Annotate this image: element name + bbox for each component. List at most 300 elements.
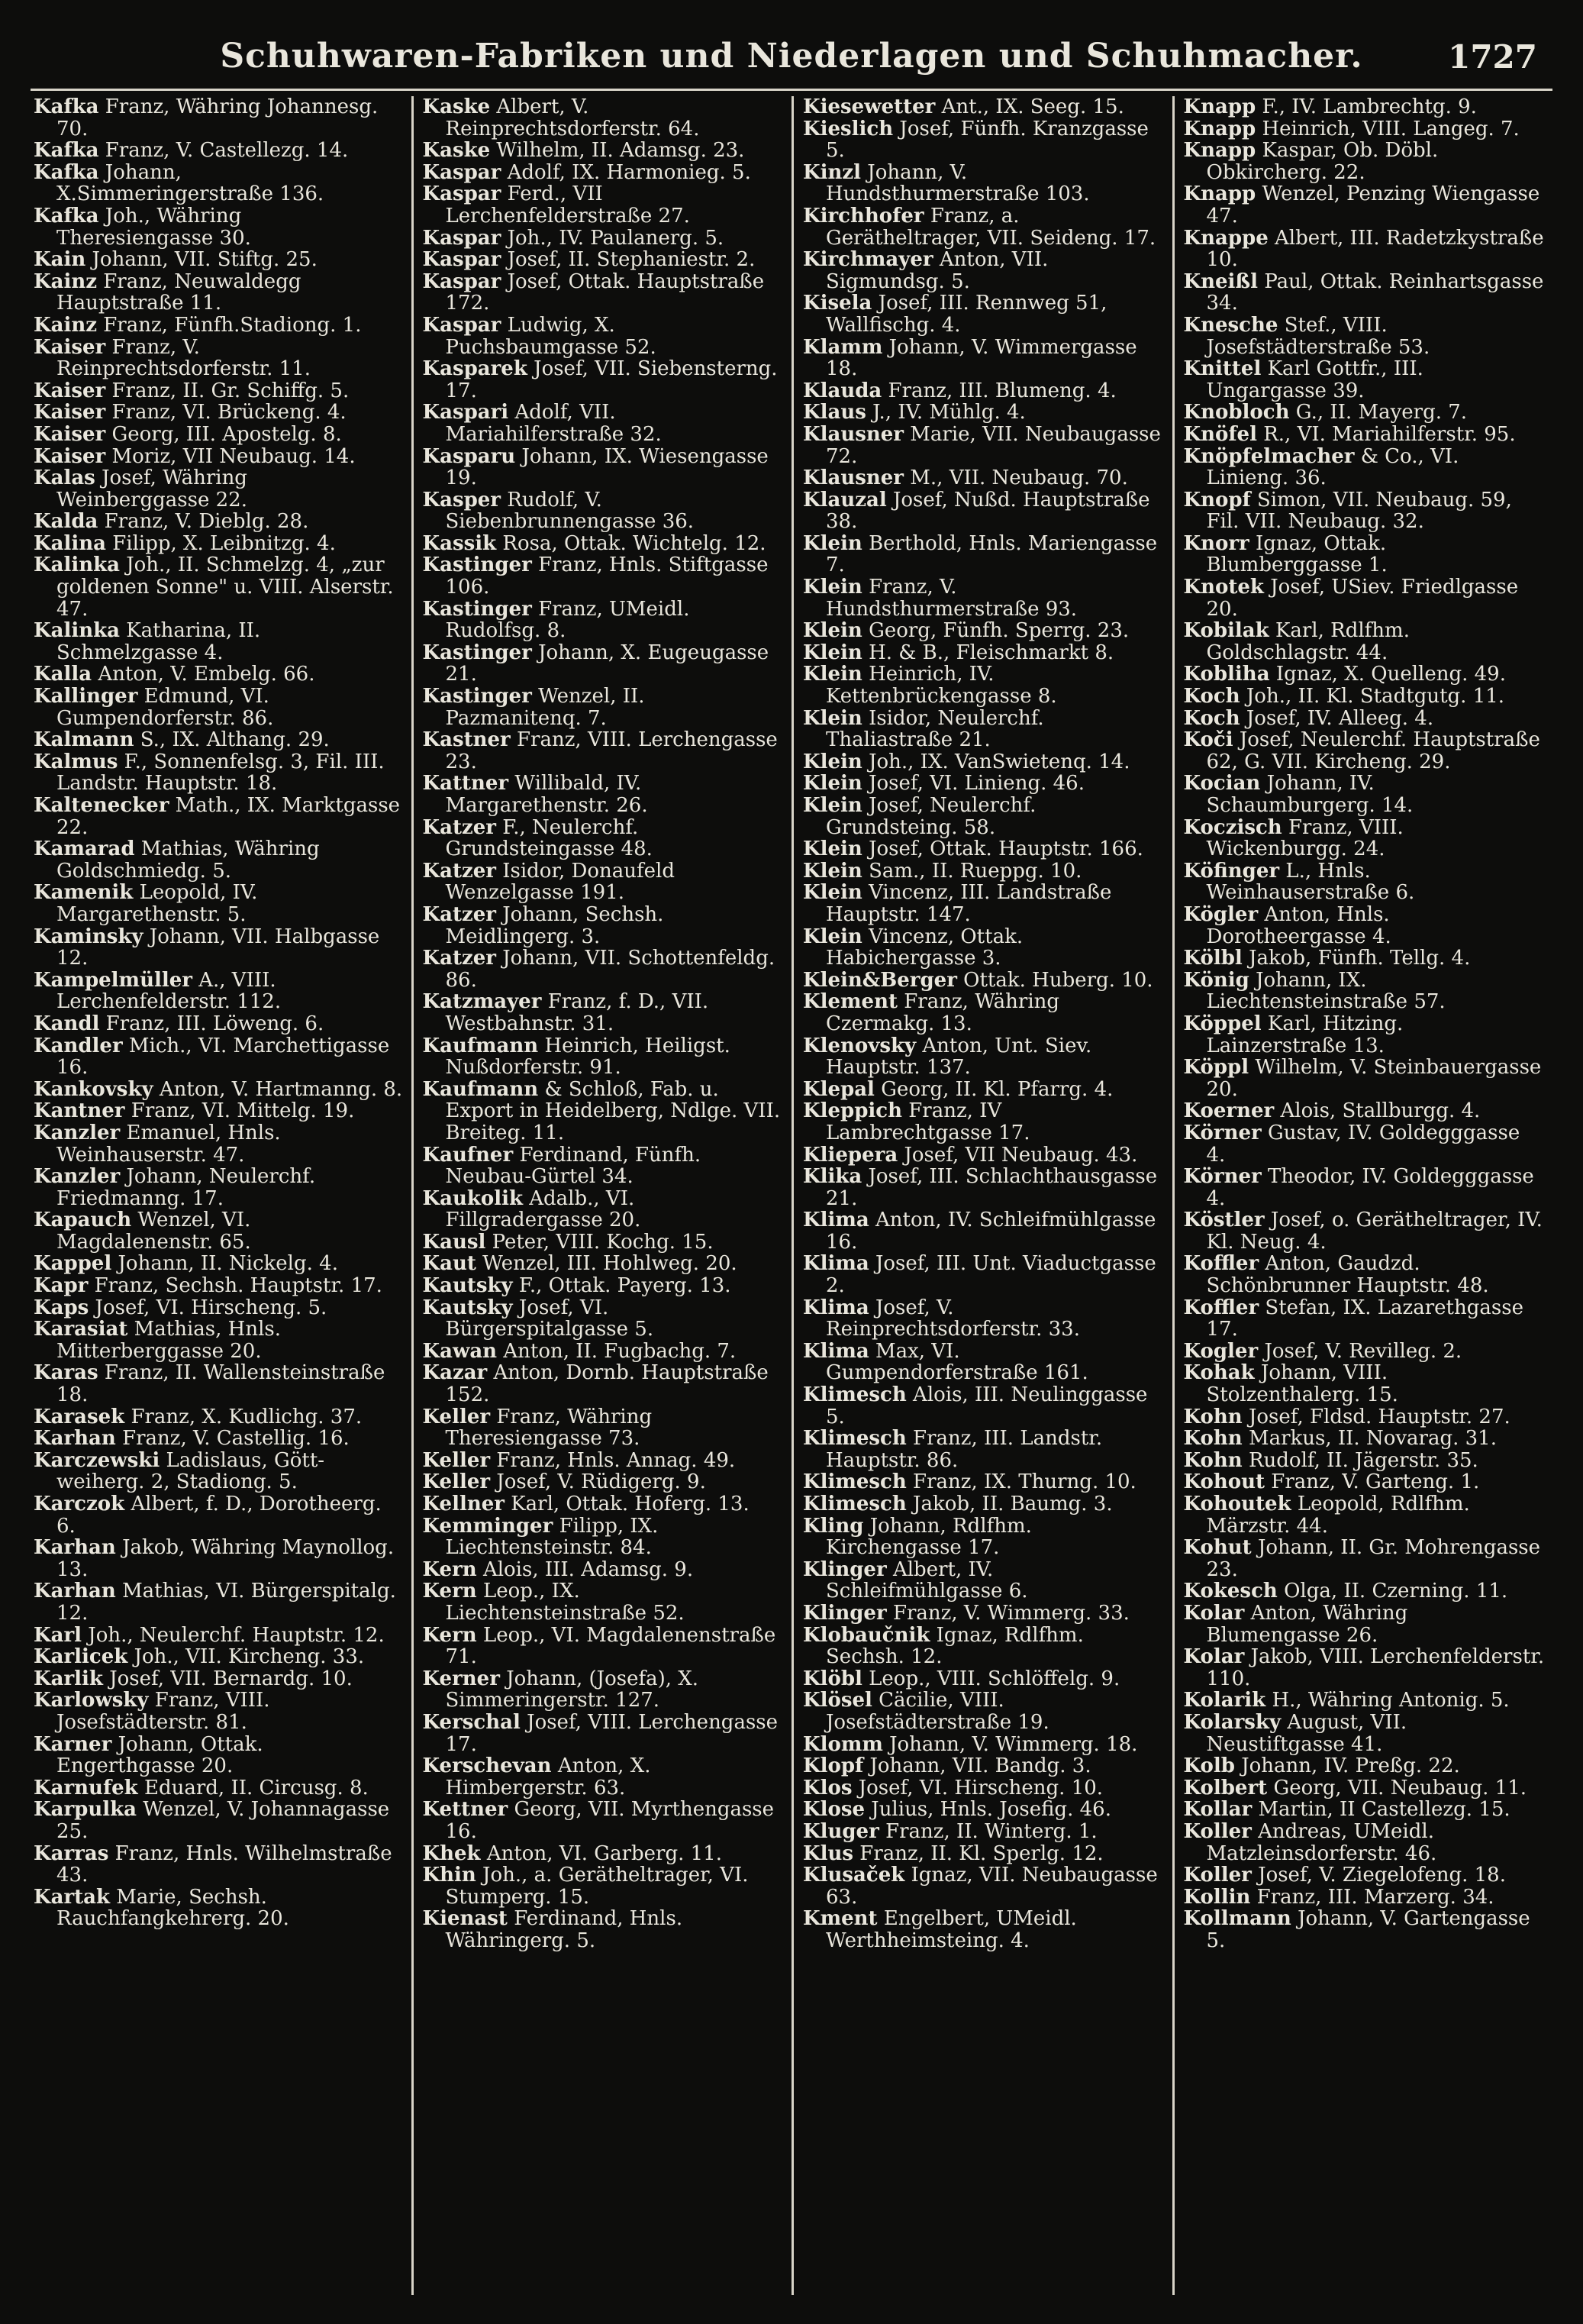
entry-details: Franz, III. Marzerg. 34. (1256, 1885, 1494, 1909)
entry-surname: Kolarsky (1183, 1710, 1282, 1734)
entry-details: Alois, III. Neulinggasse 5. (826, 1383, 1148, 1428)
entry-details: Karl Gottfr., III. Ungargasse 39. (1206, 357, 1423, 402)
entry-surname: Klein (803, 576, 862, 599)
entry-surname: Klement (803, 990, 898, 1014)
directory-entry (34, 1493, 404, 1537)
directory-entry (34, 1690, 404, 1733)
directory-entry (803, 708, 1165, 751)
entry-details: Willibald, IV. Margarethenstr. 26. (445, 772, 648, 817)
entry-surname: Knittel (1183, 357, 1262, 381)
entry-details: & Schloß, Fab. u. Export in Heidelberg, Ndlge. VII. Breiteg. 11. (445, 1077, 781, 1144)
entry-details: Katharina, II. Schmelzgasse 4. (56, 619, 261, 664)
entry-details: Josef, VI. Hirscheng. 5. (95, 1296, 327, 1319)
entry-surname: Kaukolik (422, 1186, 523, 1210)
entry-surname: Kafka (34, 204, 99, 228)
entry-details: Wilhelm, II. Adamsg. 23. (496, 139, 745, 163)
directory-entry (34, 663, 404, 686)
entry-surname: Knesche (1183, 313, 1278, 337)
directory-entry (803, 1384, 1165, 1428)
directory-entry (803, 663, 1165, 707)
directory-entry (423, 402, 785, 445)
entry-details: Johann, V. Wimmerg. 18. (889, 1732, 1138, 1756)
entry-surname: Kölbl (1183, 947, 1243, 970)
directory-entry (423, 1253, 785, 1275)
entry-surname: Klima (803, 1252, 869, 1276)
entry-details: Edmund, VI. Gumpendorferstr. 86. (56, 685, 274, 730)
directory-entry (423, 1493, 785, 1515)
entry-details: Josef, Nußd. Hauptstraße 38. (826, 488, 1150, 534)
entry-surname: Klopf (803, 1754, 864, 1778)
entry-details: Heinrich, VIII. Langeg. 7. (1262, 117, 1520, 140)
entry-surname: Khin (422, 1864, 476, 1887)
entry-details: Theodor, IV. Goldegggasse 4. (1206, 1165, 1534, 1210)
entry-surname: Kaspar (422, 182, 501, 206)
directory-entry (34, 315, 404, 337)
entry-details: Franz, VI. Mittelg. 19. (131, 1099, 355, 1123)
entry-surname: Klein (803, 772, 862, 796)
entry-surname: Kazar (422, 1361, 488, 1385)
directory-entry (1184, 1755, 1546, 1777)
entry-details: Olga, II. Czerning. 11. (1284, 1580, 1508, 1603)
entry-surname: Kisela (803, 292, 872, 315)
entry-details: Wenzel, V. Johannagasse 25. (56, 1798, 390, 1843)
entry-surname: Kohut (1183, 1536, 1252, 1560)
entry-surname: Kaut (422, 1252, 476, 1276)
entry-details: Ladislaus, Gött- weiherg. 2, Stadiong. 5. (56, 1448, 325, 1494)
entry-details: August, VII. Neustiftgasse 41. (1206, 1710, 1407, 1756)
directory-entry (34, 1450, 404, 1493)
entry-details: Peter, VIII. Kochg. 15. (492, 1230, 714, 1254)
entry-surname: Kalinka (34, 554, 120, 577)
entry-details: Mathias, Währing Goldschmiedg. 5. (56, 838, 320, 883)
directory-entry (34, 1297, 404, 1319)
entry-surname: Kment (803, 1907, 878, 1931)
entry-surname: Kainz (34, 313, 97, 337)
entry-surname: Kern (422, 1557, 477, 1581)
entry-details: A., VIII. Lerchenfelderstr. 112. (56, 968, 282, 1014)
directory-entry (34, 380, 404, 402)
entry-surname: Kandler (34, 1034, 123, 1057)
entry-surname: Kohn (1183, 1448, 1243, 1472)
entry-details: Leopold, IV. Margarethenstr. 5. (56, 881, 258, 926)
entry-details: Franz, f. D., VII. Westbahnstr. 31. (445, 990, 709, 1035)
directory-entry (803, 337, 1165, 380)
entry-details: Ignaz, VII. Neubaugasse 63. (826, 1864, 1158, 1909)
directory-entry (803, 1253, 1165, 1296)
entry-surname: Kohn (1183, 1427, 1243, 1451)
entry-details: Georg, VII. Neubaug. 11. (1273, 1776, 1527, 1799)
entry-details: Emanuel, Hnls. Weinhauserstr. 47. (56, 1121, 281, 1167)
page-title: Schuhwaren-Fabriken und Niederlagen und Schuhmacher. (220, 37, 1363, 76)
entry-surname: Klein (803, 641, 862, 664)
entry-details: Anton, VI. Garberg. 11. (486, 1841, 722, 1865)
entry-details: F., Ottak. Payerg. 13. (518, 1274, 731, 1298)
directory-entry (1184, 1864, 1546, 1887)
directory-entry (1184, 1690, 1546, 1712)
entry-details: Johann, VII. Schottenfeldg. 86. (445, 947, 775, 992)
entry-details: Heinrich, Heiligst. Nußdorferstr. 91. (445, 1034, 730, 1080)
directory-entry (34, 1668, 404, 1690)
entry-details: Anton, V. Hartmanng. 8. (159, 1077, 403, 1101)
entry-surname: Klaus (803, 401, 866, 424)
directory-entry (34, 1253, 404, 1275)
entry-details: S., IX. Althang. 29. (140, 728, 330, 752)
entry-surname: Kastinger (422, 641, 532, 664)
entry-details: Franz, V. Castellezg. 14. (105, 139, 349, 163)
directory-entry (423, 1712, 785, 1755)
entry-surname: Kleppich (803, 1099, 902, 1123)
entry-details: Berthold, Hnls. Mariengasse 7. (826, 531, 1158, 577)
directory-entry (803, 380, 1165, 402)
entry-details: & Co., VI. Linieng. 36. (1206, 444, 1459, 490)
directory-entry (803, 620, 1165, 642)
entry-details: Johann, V. Hundsthurmerstraße 103. (826, 160, 1090, 206)
directory-entry (423, 991, 785, 1035)
directory-entry (1184, 140, 1546, 183)
entry-details: Wenzel, II. Pazmanitenq. 7. (445, 685, 645, 730)
entry-details: Marie, Sechsh. Rauchfangkehrerg. 20. (56, 1885, 289, 1931)
entry-details: Joh., Währing Theresiengasse 30. (56, 204, 251, 250)
entry-details: Jakob, Fünfh. Tellg. 4. (1249, 947, 1471, 970)
directory-entry (423, 599, 785, 642)
directory-entry (803, 1734, 1165, 1756)
entry-details: Josef, Ottak. Hauptstr. 166. (869, 838, 1143, 861)
entry-surname: Kohoutek (1183, 1493, 1291, 1515)
directory-entry (423, 1362, 785, 1406)
directory-entry (34, 1646, 404, 1668)
entry-details: Gustav, IV. Goldegggasse 4. (1206, 1121, 1520, 1167)
entry-details: Adolf, IX. Harmonieg. 5. (507, 160, 751, 184)
entry-surname: Kalla (34, 663, 92, 686)
entry-surname: Klima (803, 1339, 869, 1363)
directory-entry (34, 1035, 404, 1079)
entry-details: Anton, V. Embelg. 66. (98, 663, 315, 686)
entry-details: Josef, III. Schlachthausgasse 21. (826, 1165, 1158, 1210)
entry-details: Albert, V. Reinprechtsdorferstr. 64. (445, 96, 700, 140)
directory-entry (803, 860, 1165, 883)
directory-entry (423, 1341, 785, 1363)
entry-surname: Koller (1183, 1864, 1252, 1887)
entry-surname: Klein (803, 838, 862, 861)
entry-surname: Kastinger (422, 685, 532, 708)
directory-entry (1184, 1493, 1546, 1537)
entry-details: Leop., IX. Liechtensteinstraße 52. (445, 1580, 685, 1625)
directory-entry (803, 1471, 1165, 1493)
directory-entry (1184, 773, 1546, 816)
entry-details: Max, VI. Gumpendorferstraße 161. (826, 1339, 1088, 1385)
entry-surname: Kankovsky (34, 1077, 153, 1101)
entry-details: Josef, Fldsd. Hauptstr. 27. (1248, 1405, 1510, 1428)
directory-entry (34, 337, 404, 380)
entry-surname: Kolbert (1183, 1776, 1268, 1799)
entry-details: Josef, III. Rennweg 51, Wallfischg. 4. (826, 292, 1107, 337)
entry-surname: Kausl (422, 1230, 486, 1254)
directory-entry (423, 1864, 785, 1908)
directory-entry (34, 1777, 404, 1799)
directory-entry (34, 795, 404, 838)
entry-surname: Knappe (1183, 226, 1269, 250)
entry-details: Mathias, VI. Bürgerspitalg. 12. (56, 1580, 396, 1625)
entry-surname: Kerschal (422, 1710, 521, 1734)
entry-surname: Kneißl (1183, 270, 1259, 293)
directory-entry (803, 751, 1165, 773)
entry-surname: Kastinger (422, 597, 532, 621)
entry-details: Franz, a. Gerätheltrager, VII. Seideng. 17. (826, 204, 1156, 250)
entry-surname: Kassik (422, 531, 497, 555)
entry-surname: Karnufek (34, 1776, 138, 1799)
entry-details: Franz, III. Landstr. Hauptstr. 86. (826, 1427, 1103, 1472)
directory-entry (1184, 1580, 1546, 1603)
entry-details: Johann, X. Eugeugasse 21. (445, 641, 769, 686)
directory-entry (803, 1515, 1165, 1559)
directory-entry (803, 1755, 1165, 1777)
directory-entry (34, 205, 404, 249)
directory-entry (34, 1319, 404, 1362)
entry-details: Johann, VII. Stiftg. 25. (92, 248, 318, 272)
entry-details: Franz, Hnls. Wilhelmstraße 43. (56, 1841, 392, 1887)
directory-entry (803, 533, 1165, 576)
directory-entry (1184, 1603, 1546, 1646)
entry-surname: König (1183, 968, 1249, 992)
entry-details: Anton, Dornb. Hauptstraße 152. (445, 1361, 769, 1407)
entry-surname: Karasiat (34, 1318, 128, 1341)
entry-surname: Köfinger (1183, 859, 1280, 883)
entry-surname: Körner (1183, 1165, 1262, 1189)
directory-entry (34, 467, 404, 511)
directory-entry (803, 1843, 1165, 1865)
directory-entry (1184, 1537, 1546, 1580)
column-4 (1172, 96, 1553, 2295)
entry-details: Anton, Währing Blumengasse 26. (1206, 1601, 1408, 1647)
directory-entry (34, 1580, 404, 1624)
entry-surname: Klein (803, 619, 862, 643)
entry-surname: Kasparek (422, 357, 527, 381)
entry-surname: Kautsky (422, 1296, 513, 1319)
entry-details: Josef, V. Revilleg. 2. (1264, 1339, 1462, 1363)
entry-details: Johann, II. Gr. Mohrengasse 23. (1206, 1536, 1541, 1581)
entry-details: Georg, III. Apostelg. 8. (111, 422, 342, 446)
entry-details: Josef, USiev. Friedlgasse 20. (1206, 576, 1519, 621)
entry-details: Rudolf, V. Siebenbrunnengasse 36. (445, 488, 695, 534)
entry-surname: Kasper (422, 488, 501, 512)
entry-details: Sam., II. Rueppg. 10. (869, 859, 1082, 883)
entry-details: Franz, UMeidl. Rudolfsg. 8. (445, 597, 690, 643)
entry-details: Franz, VI. Brückeng. 4. (111, 401, 347, 424)
entry-surname: Kastner (422, 728, 511, 752)
entry-surname: Kamarad (34, 838, 135, 861)
directory-entry (803, 926, 1165, 970)
entry-surname: Katzer (422, 859, 496, 883)
directory-entry (1184, 1471, 1546, 1493)
entry-details: Josef, o. Gerätheltrager, IV. Kl. Neug. 4. (1206, 1209, 1543, 1254)
page-header (31, 37, 1552, 90)
entry-details: Georg, II. Kl. Pfarrg. 4. (881, 1077, 1114, 1101)
entry-surname: Kalinka (34, 619, 120, 643)
entry-details: Moriz, VII Neubaug. 14. (111, 444, 356, 468)
entry-surname: Karhan (34, 1580, 116, 1603)
entry-surname: Koerner (1183, 1099, 1275, 1123)
directory-entry (803, 1603, 1165, 1625)
directory-entry (423, 1406, 785, 1450)
entry-details: Engelbert, UMeidl. Werthheimsteing. 4. (826, 1907, 1077, 1952)
directory-entry (34, 1362, 404, 1406)
entry-surname: Klausner (803, 422, 904, 446)
entry-details: Vincenz, III. Landstraße Hauptstr. 147. (826, 881, 1112, 926)
entry-details: Josef, VII Neubaug. 43. (904, 1143, 1138, 1167)
entry-surname: Karlicek (34, 1645, 128, 1669)
header-rule (31, 89, 1552, 91)
entry-details: Johann, VII. Bandg. 3. (869, 1754, 1091, 1778)
entry-surname: Kaiser (34, 401, 106, 424)
directory-entry (1184, 1799, 1546, 1821)
directory-entry (803, 292, 1165, 336)
entry-details: Franz, III. Löweng. 6. (105, 1012, 324, 1035)
directory-entry (423, 1231, 785, 1254)
entry-details: Joh., a. Gerätheltrager, VI. Stumperg. 15. (445, 1864, 749, 1909)
entry-details: Wenzel, VI. Magdalenenstr. 65. (56, 1209, 251, 1254)
directory-entry (803, 1668, 1165, 1690)
entry-details: Josef, Ottak. Hauptstraße 172. (445, 270, 765, 315)
entry-details: Filipp, X. Leibnitzg. 4. (112, 531, 336, 555)
entry-surname: Knapp (1183, 96, 1256, 118)
entry-surname: Kartak (34, 1885, 111, 1909)
directory-entry (34, 1843, 404, 1887)
entry-details: Franz, Neuwaldegg Hauptstraße 11. (56, 270, 301, 315)
entry-surname: Kokesch (1183, 1580, 1278, 1603)
directory-entry (1184, 1646, 1546, 1690)
entry-details: Franz, Fünfh.Stadiong. 1. (103, 313, 362, 337)
entry-surname: Katzer (422, 902, 496, 926)
directory-entry (34, 620, 404, 663)
directory-entry (34, 970, 404, 1013)
entry-surname: Kalda (34, 510, 98, 534)
entry-details: Franz, Hnls. Stiftgasse 106. (445, 554, 769, 599)
entry-surname: Kemminger (422, 1514, 553, 1538)
entry-details: Ferdinand, Hnls. Währingerg. 5. (445, 1907, 683, 1952)
entry-surname: Kalmus (34, 750, 118, 773)
entry-details: Josef, III. Unt. Viaductgasse 2. (826, 1252, 1156, 1298)
directory-entry (1184, 620, 1546, 663)
entry-surname: Klein (803, 925, 862, 948)
directory-entry (1184, 1122, 1546, 1166)
directory-entry (423, 1275, 785, 1297)
directory-entry (34, 446, 404, 468)
entry-surname: Kaiser (34, 379, 106, 402)
directory-entry (1184, 1777, 1546, 1799)
directory-entry (423, 1450, 785, 1472)
entry-details: Joh., Neulerchf. Hauptstr. 12. (88, 1623, 385, 1647)
entry-details: M., VII. Neubaug. 70. (910, 466, 1128, 490)
entry-details: Franz, II. Wallensteinstraße 18. (56, 1361, 385, 1407)
entry-details: Karl, Rdlfhm. Goldschlagstr. 44. (1206, 619, 1410, 664)
entry-surname: Köstler (1183, 1209, 1265, 1232)
directory-entry (34, 511, 404, 533)
directory-entry (1184, 183, 1546, 227)
entry-details: Joh., VII. Kircheng. 33. (134, 1645, 365, 1669)
entry-surname: Köppel (1183, 1012, 1262, 1035)
entry-details: Karl, Hitzing. Lainzerstraße 13. (1206, 1012, 1404, 1057)
entry-surname: Koczisch (1183, 815, 1282, 839)
directory-entry (1184, 860, 1546, 904)
entry-surname: Klein (803, 859, 862, 883)
directory-entry (34, 554, 404, 620)
page-number: 1727 (1448, 38, 1537, 76)
directory-entry (423, 271, 785, 315)
entry-surname: Kanzler (34, 1165, 121, 1189)
directory-entry (803, 991, 1165, 1035)
entry-surname: Klamm (803, 335, 883, 359)
entry-details: Johann, VIII. Stolzenthalerg. 15. (1206, 1361, 1398, 1407)
directory-entry (1184, 947, 1546, 970)
entry-details: Johann, Rdlfhm. Kirchengasse 17. (826, 1514, 1032, 1560)
directory-entry (423, 1625, 785, 1668)
entry-surname: Klomm (803, 1732, 883, 1756)
entry-details: Kaspar, Ob. Döbl. Obkircherg. 22. (1206, 139, 1439, 184)
entry-surname: Kolb (1183, 1754, 1235, 1778)
directory-entry (423, 1079, 785, 1144)
entry-details: Cäcilie, VIII. Josefstädterstraße 19. (826, 1689, 1049, 1734)
entry-details: Leop., VI. Magdalenenstraße 71. (445, 1623, 776, 1669)
directory-entry (803, 1864, 1165, 1908)
directory-entry (1184, 1057, 1546, 1100)
entry-surname: Klima (803, 1209, 869, 1232)
directory-entry (1184, 446, 1546, 489)
directory-entry (803, 1100, 1165, 1144)
directory-entry (34, 751, 404, 795)
directory-entry (1184, 1166, 1546, 1209)
directory-entry (423, 642, 785, 686)
directory-entry (1184, 533, 1546, 576)
entry-details: Albert, f. D., Dorotheerg. 6. (56, 1493, 382, 1538)
directory-entry (803, 162, 1165, 205)
directory-entry (803, 1559, 1165, 1603)
entry-details: Leop., VIII. Schlöffelg. 9. (869, 1667, 1120, 1690)
entry-details: Josef, Neulerchf. Grundsteing. 58. (826, 794, 1037, 839)
entry-details: Wenzel, III. Hohlweg. 20. (482, 1252, 737, 1276)
directory-entry (34, 249, 404, 271)
directory-entry (34, 1100, 404, 1122)
entry-surname: Klima (803, 1296, 869, 1319)
entry-surname: Kohak (1183, 1361, 1255, 1385)
directory-entry (423, 1144, 785, 1188)
entry-details: Simon, VII. Neubaug. 59, Fil. VII. Neubaug. 32. (1206, 488, 1512, 534)
entry-surname: Karhan (34, 1427, 116, 1451)
entry-details: Josef, VII. Siebensterng. 17. (445, 357, 778, 402)
entry-surname: Kliepera (803, 1143, 898, 1167)
directory-entry (1184, 358, 1546, 402)
entry-details: Paul, Ottak. Reinhartsgasse 34. (1206, 270, 1544, 315)
entry-details: Johann, II. Nickelg. 4. (118, 1252, 338, 1276)
entry-details: Franz, Sechsh. Hauptstr. 17. (94, 1274, 382, 1298)
entry-details: Isidor, Donaufeld Wenzelgasse 191. (445, 859, 675, 905)
directory-entry (803, 1777, 1165, 1799)
entry-details: Franz, V. Garteng. 1. (1271, 1470, 1480, 1494)
entry-surname: Kobilak (1183, 619, 1269, 643)
directory-entry (803, 1428, 1165, 1471)
entry-surname: Karlik (34, 1667, 103, 1690)
entry-surname: Kattner (422, 772, 509, 796)
entry-surname: Kaiser (34, 422, 106, 446)
entry-details: Franz, IV Lambrechtgasse 17. (826, 1099, 1030, 1144)
directory-entry (34, 1275, 404, 1297)
entry-surname: Karlowsky (34, 1689, 149, 1712)
entry-surname: Kafka (34, 96, 99, 118)
entry-surname: Klimesch (803, 1493, 907, 1515)
entry-details: Anton, X. Himbergerstr. 63. (445, 1754, 651, 1799)
entry-surname: Koffler (1183, 1296, 1259, 1319)
entry-surname: Kaspar (422, 270, 501, 293)
entry-details: Albert, IV. Schleifmühlgasse 6. (826, 1557, 1028, 1603)
